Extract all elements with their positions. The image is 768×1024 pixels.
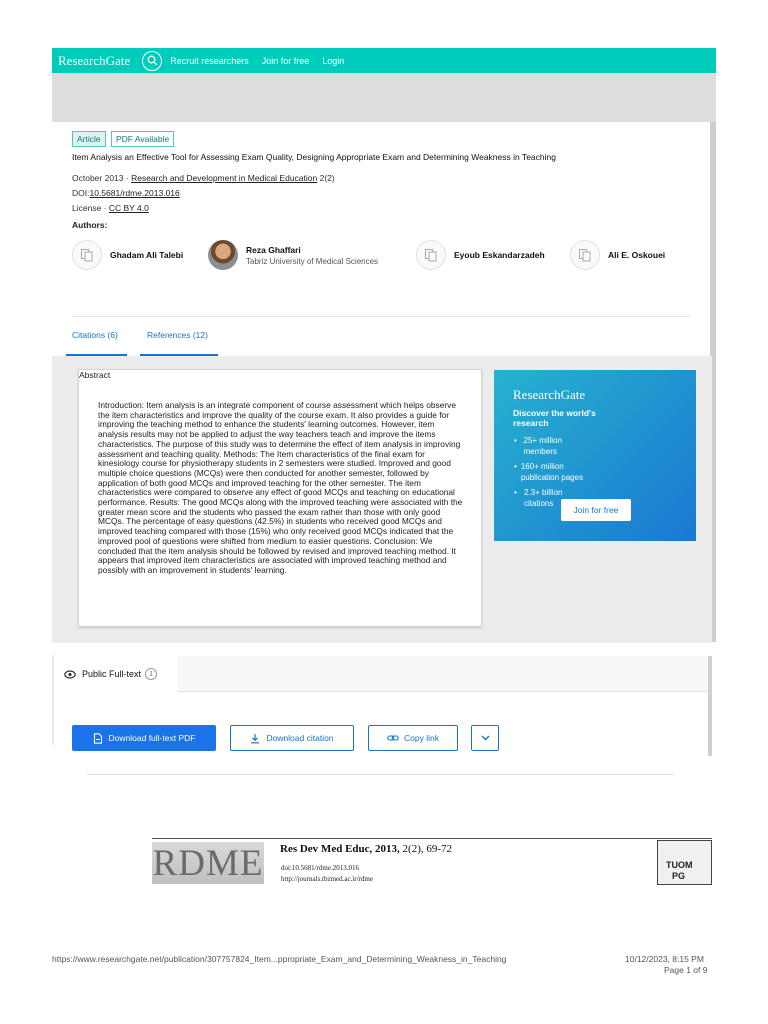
authors-label: Authors:: [72, 220, 108, 230]
author-placeholder-icon: [416, 240, 446, 270]
pdf-doi: doi:10.5681/rdme.2013.016: [281, 864, 359, 872]
abstract-heading: Abstract: [79, 370, 111, 380]
author-card[interactable]: [570, 240, 665, 270]
journal-issue: 2(2): [319, 173, 335, 183]
promo-stat: 160+ million publication pages: [520, 462, 584, 482]
footer-page-number: Page 1 of 9: [664, 965, 708, 975]
journal-link[interactable]: Research and Development in Medical Education: [131, 173, 318, 183]
pdf-header-rule: [152, 838, 712, 839]
publisher-badge-text: PG: [672, 871, 686, 881]
tab-references[interactable]: References (12): [147, 330, 208, 340]
author-name: Eyoub Eskandarzadeh: [454, 250, 545, 260]
eye-icon: [64, 670, 76, 679]
promo-brand: ResearchGate: [513, 387, 586, 402]
author-name: Reza Ghaffari: [246, 244, 301, 255]
article-license: [72, 203, 149, 213]
file-icon: [93, 733, 103, 744]
journal-logo: RDME: [152, 842, 264, 884]
download-pdf-label: Download full-text PDF: [108, 733, 196, 743]
search-icon[interactable]: [142, 51, 162, 71]
tab-public-fulltext[interactable]: [54, 656, 178, 692]
fulltext-tab-bar: [178, 656, 708, 692]
article-title: Item Analysis an Effective Tool for Assessing Exam Quality, Designing Appropriate Exam and Determining Weakness in Teaching: [72, 152, 556, 162]
license-label: License ·: [72, 203, 107, 213]
author-card[interactable]: [208, 240, 378, 270]
article-date: October 2013 ·: [72, 173, 129, 183]
tab-citations[interactable]: Citations (6): [72, 330, 118, 340]
author-name: Ali E. Oskouei: [608, 250, 666, 260]
download-citation-label: Download citation: [266, 733, 334, 743]
brand-logo[interactable]: ResearchGate: [58, 52, 131, 68]
promo-join-button[interactable]: Join for free: [561, 499, 631, 521]
list-item: • 25+ million members: [514, 436, 594, 457]
copy-link-button[interactable]: [368, 725, 458, 751]
doi-label: DOI:: [72, 188, 90, 198]
promo-stat: 2.3+ billion citations: [524, 488, 563, 508]
nav-login[interactable]: Login: [322, 55, 345, 66]
pdf-url: http://journals.tbzmed.ac.ir/rdme: [281, 875, 373, 883]
page-edge: [708, 656, 712, 756]
fulltext-tab-label: Public Full-text: [82, 669, 142, 679]
author-affiliation: Tabriz University of Medical Sciences: [246, 256, 379, 266]
author-placeholder-icon: [72, 240, 102, 270]
article-doi: [72, 188, 180, 198]
article-type-badge: Article: [72, 131, 106, 147]
pdf-citation: [280, 843, 452, 855]
more-options-button[interactable]: [471, 725, 499, 751]
promo-headline: Discover the world's research: [513, 408, 596, 428]
section-divider: [72, 316, 690, 317]
author-avatar: [208, 240, 238, 270]
footer-datetime: 10/12/2023, 8:15 PM: [625, 954, 704, 964]
list-item: • 2.3+ billion citations: [514, 488, 594, 509]
nav-recruit-researchers[interactable]: Recruit researchers: [170, 55, 249, 66]
copy-link-label: Copy link: [404, 733, 439, 743]
doi-link[interactable]: 10.5681/rdme.2013.016: [89, 188, 180, 198]
pdf-citation-volume: 2(2), 69-72: [399, 843, 453, 855]
author-card[interactable]: [416, 240, 545, 270]
download-pdf-button[interactable]: [72, 725, 216, 751]
preview-divider: [87, 774, 674, 775]
author-name: Ghadam Ali Talebi: [110, 250, 184, 260]
article-date-journal: [72, 173, 335, 183]
top-navbar: [52, 48, 716, 73]
download-icon: [250, 733, 260, 744]
footer-url: https://www.researchgate.net/publication/307757824_Item...ppropriate_Exam_and_Determining_Weakness_in_Teaching: [52, 954, 507, 964]
abstract-text: Introduction: Item analysis is an integrate component of course assessment which helps observe the item characteristics and improve the quality of the course exam. It also provides a guide for improving the teaching method to enhance the students' learning outcomes. However, item analysis results may not be applied to adjust the way teachers teach and improve the items characteristics. The purpose of this study was to determine the effect of item analysis in improving assessment and teaching quality. Methods: The Item characteristics of the final exam for kinesiology course for physiotherapy students in 2 semesters were studied. Improved and good multiple choice questions (MCQs) were then conducted for another semester, followed by application of both good MCQs and improved teaching for the other semester. The item characteristics were compared to observe any effect of good MCQs and teaching on educational performance. Results: The good MCQs along with the improved teaching were associated with the greater mean score and the students who passed the exam rather than those with only good MCQs. The percentage of easy questions (42.5%) in students who received good MCQs and improved teaching compared with those (15%) who only received good MCQs indicated that the improved pool of questions were shifted from medium to easier questions. Conclusion: We concluded that the item analysis should be followed by revised and improved teaching method. It appears that improved item characteristics are associated with improved teaching method and possibly with an improvement in students' learning.: [98, 400, 463, 575]
link-icon: [387, 733, 399, 743]
chevron-down-icon: [481, 735, 490, 741]
fulltext-count-badge: 1: [145, 668, 157, 680]
license-link[interactable]: CC BY 4.0: [108, 203, 149, 213]
author-placeholder-icon: [570, 240, 600, 270]
publisher-badge-text: TUOM: [666, 860, 693, 870]
download-citation-button[interactable]: [230, 725, 354, 751]
ad-band: [52, 73, 716, 122]
list-item: • 160+ million publication pages: [514, 462, 594, 483]
promo-stat: 25+ million members: [523, 436, 562, 456]
nav-join-for-free[interactable]: Join for free: [261, 55, 310, 66]
author-card[interactable]: [72, 240, 183, 270]
pdf-available-badge: PDF Available: [111, 131, 174, 147]
pdf-citation-journal: Res Dev Med Educ, 2013,: [280, 843, 400, 855]
